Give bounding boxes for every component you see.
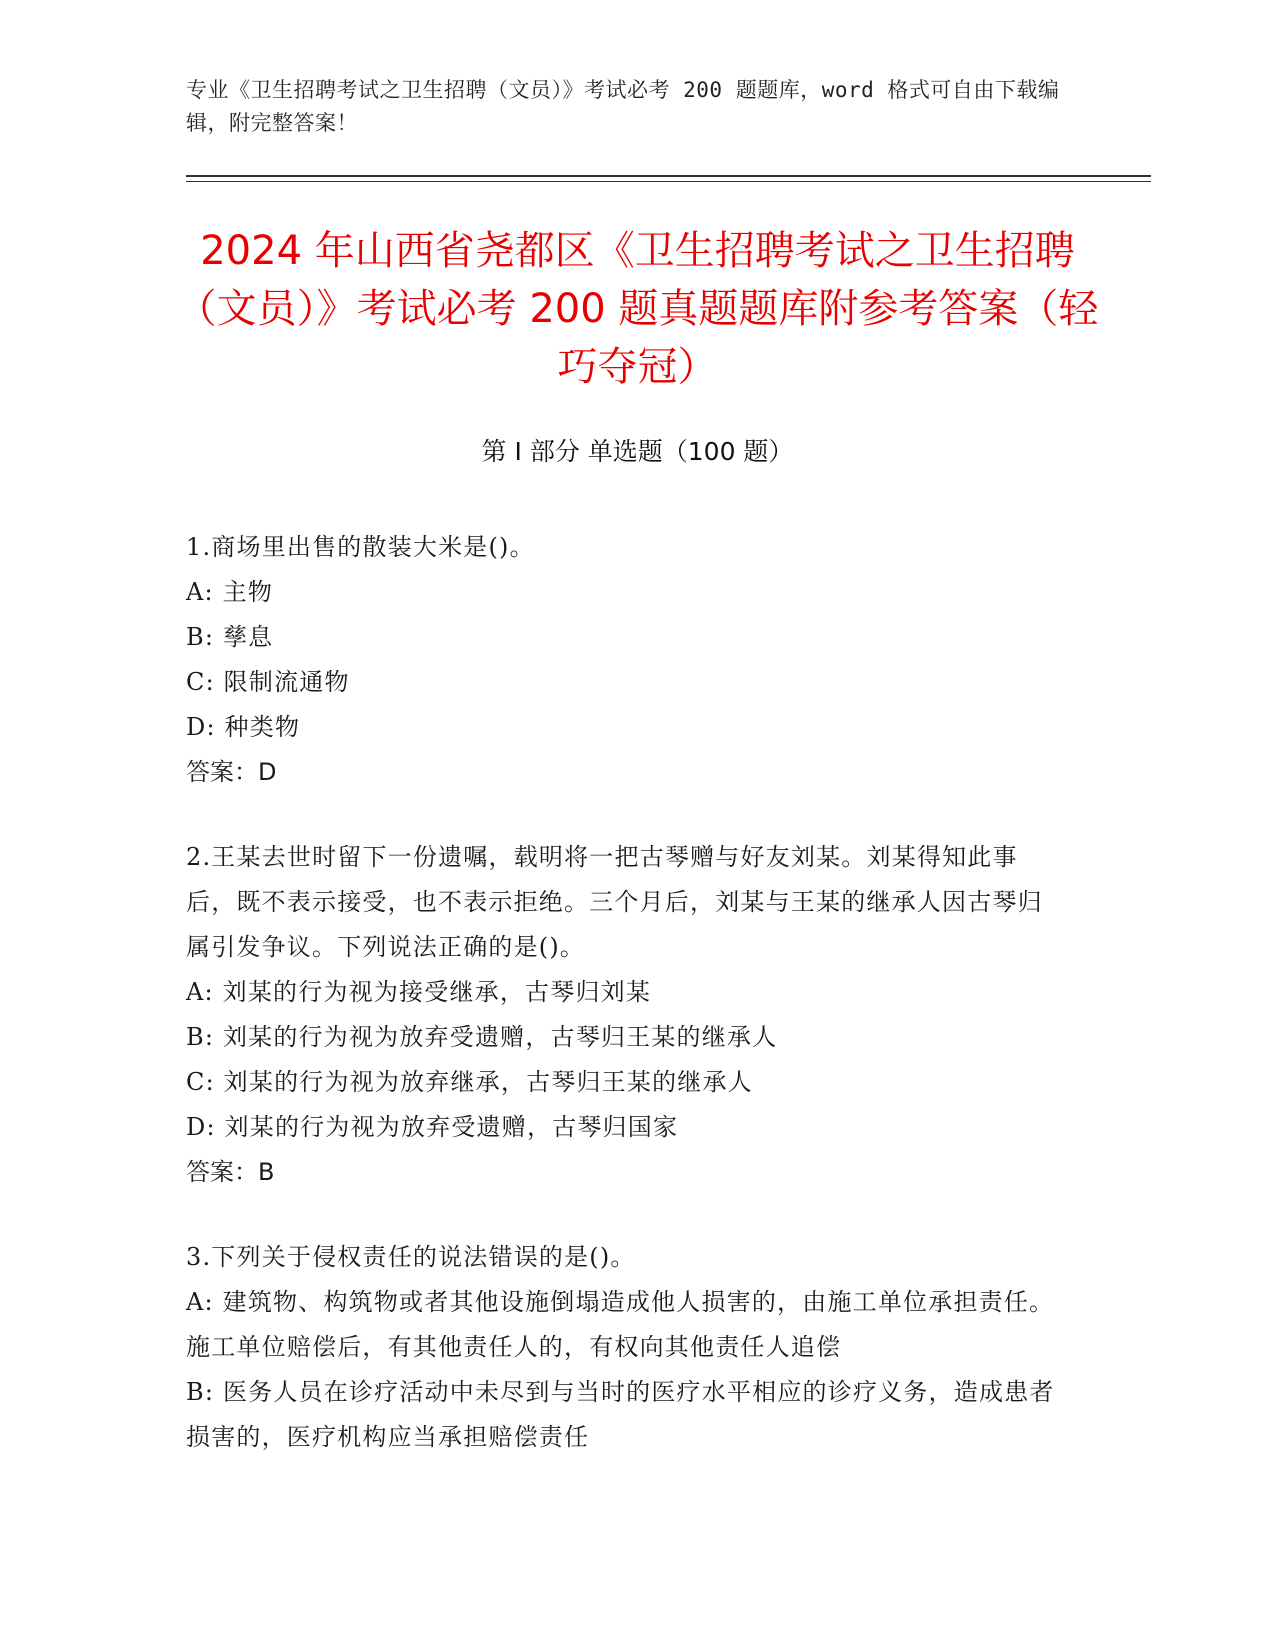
option-a: A: 刘某的行为视为接受继承，古琴归刘某 (186, 978, 652, 1006)
header-divider-thick (186, 175, 1151, 177)
question-stem: 3.下列关于侵权责任的说法错误的是()。 (186, 1243, 636, 1271)
option-c: C: 刘某的行为视为放弃继承，古琴归王某的继承人 (186, 1068, 753, 1096)
question-stem: 2.王某去世时留下一份遗嘱，载明将一把古琴赠与好友刘某。刘某得知此事后，既不表示接受，也不表示拒绝。三个月后，刘某与王某的继承人因古琴归属引发争议。下列说法正确的是()。 (186, 843, 1043, 961)
option-a: A: 主物 (186, 578, 274, 606)
option-b: B: 医务人员在诊疗活动中未尽到与当时的医疗水平相应的诊疗义务，造成患者损害的，医疗机构应当承担赔偿责任 (186, 1378, 1055, 1451)
option-c: C: 限制流通物 (186, 668, 350, 696)
option-b: B: 刘某的行为视为放弃受遗赠，古琴归王某的继承人 (186, 1023, 778, 1051)
section-heading: 第 I 部分 单选题（100 题） (481, 437, 794, 466)
option-b: B: 孳息 (186, 623, 274, 651)
question-stem: 1.商场里出售的散装大米是()。 (186, 533, 535, 561)
question-2 (186, 835, 1066, 1195)
header-divider-thin (186, 181, 1151, 182)
answer: 答案：D (186, 758, 277, 786)
option-a: A: 建筑物、构筑物或者其他设施倒塌造成他人损害的，由施工单位承担责任。施工单位赔偿后，有其他责任人的，有权向其他责任人追偿 (186, 1288, 1055, 1361)
question-3 (186, 1235, 1066, 1460)
option-d: D: 刘某的行为视为放弃受遗赠，古琴归国家 (186, 1113, 679, 1141)
question-1 (186, 525, 1066, 795)
answer: 答案：B (186, 1158, 275, 1186)
document-title: 2024 年山西省尧都区《卫生招聘考试之卫生招聘（文员）》考试必考 200 题真题题库附参考答案（轻巧夺冠） (176, 228, 1099, 390)
question-list (186, 525, 1066, 1500)
header-note: 专业《卫生招聘考试之卫生招聘（文员）》考试必考 200 题题库，word 格式可自由下载编辑，附完整答案！ (186, 78, 1060, 135)
option-d: D: 种类物 (186, 713, 301, 741)
